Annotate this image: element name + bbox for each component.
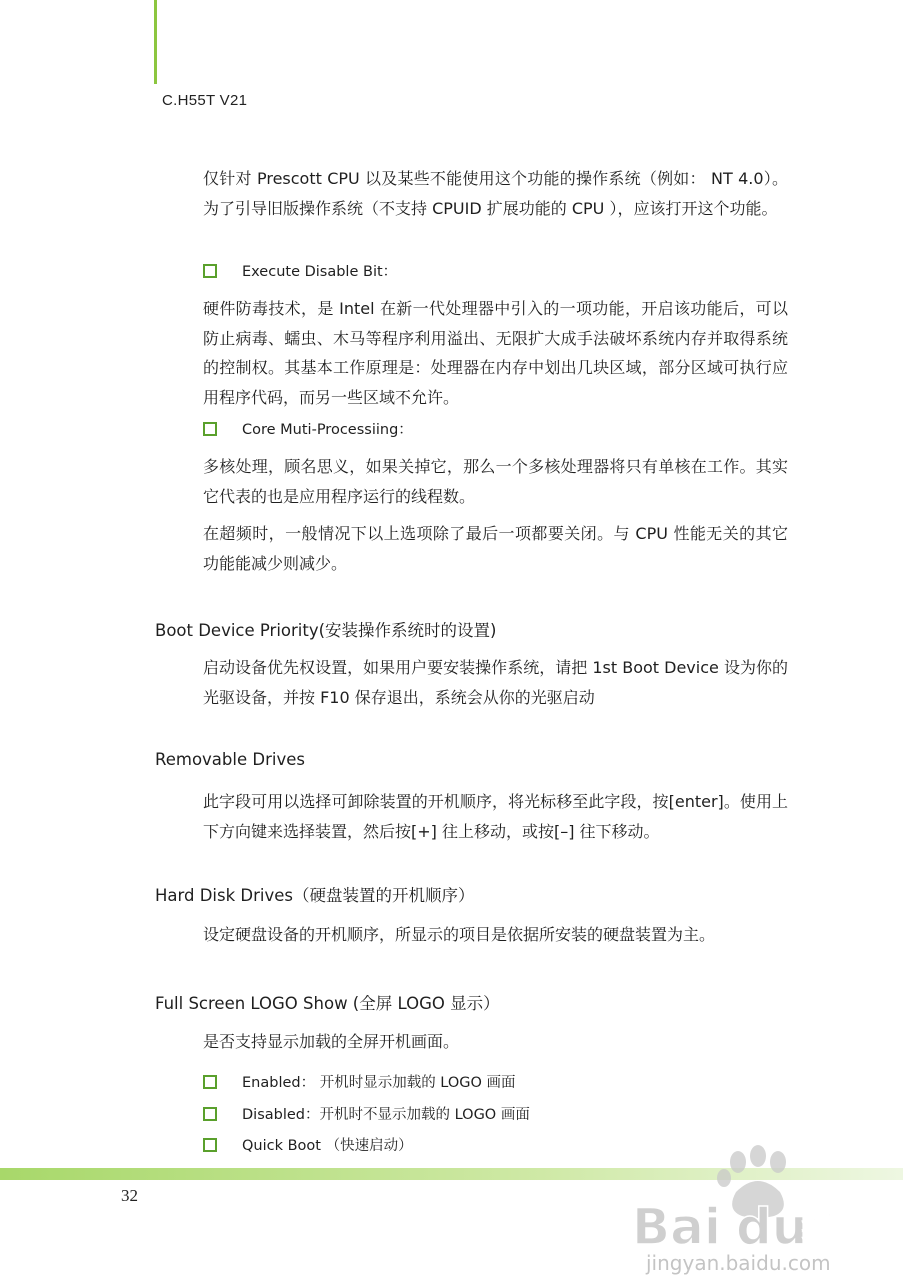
bullet-label: Execute Disable Bit： (242, 264, 398, 280)
bullet-label: Core Muti-Processiing： (242, 422, 413, 438)
svg-text:Bai: Bai (632, 1198, 721, 1256)
bullet-execute-disable-bit (203, 260, 397, 281)
page-number: 32 (121, 1186, 138, 1205)
bullet-quick-boot (203, 1134, 413, 1155)
bullet-core-muti-processing (203, 418, 413, 439)
checkbox-bullet-icon (203, 422, 217, 436)
heading-hard-disk-drives: Hard Disk Drives（硬盘装置的开机顺序） (155, 886, 475, 905)
heading-full-screen-logo: Full Screen LOGO Show (全屏 LOGO 显示） (155, 994, 500, 1013)
checkbox-bullet-icon (203, 1075, 217, 1089)
bullet-disabled (203, 1103, 530, 1124)
svg-text:du: du (736, 1198, 808, 1256)
bullet-label: Quick Boot （快速启动） (242, 1138, 413, 1154)
svg-text:经验: 经验 (802, 1209, 870, 1249)
model-label: C.H55T V21 (162, 92, 248, 109)
checkbox-bullet-icon (203, 264, 217, 278)
heading-removable-drives: Removable Drives (155, 750, 305, 769)
bullet-enabled (203, 1071, 516, 1092)
paragraph-execute-disable: 硬件防毒技术，是 Intel 在新一代处理器中引入的一项功能，开启该功能后，可以防止病毒、蠕虫、木马等程序利用溢出、无限扩大成手法破坏系统内存并取得系统的控制权。其基本工作原理是：处理器在内存中划出几块区域，部分区域可执行应用程序代码，而另一些区域不允许。 (203, 299, 788, 407)
bullet-label: Disabled：开机时不显示加载的 LOGO 画面 (242, 1107, 530, 1123)
paragraph-prescott: 仅针对 Prescott CPU 以及某些不能使用这个功能的操作系统（例如： NT 4.0）。为了引导旧版操作系统（不支持 CPUID 扩展功能的 CPU ），应该打开这个功能。 (203, 169, 788, 218)
watermark-url: jingyan.baidu.com (646, 1251, 831, 1275)
paragraph-overclock: 在超频时，一般情况下以上选项除了最后一项都要关闭。与 CPU 性能无关的其它功能能减少则减少。 (203, 524, 788, 573)
paragraph-removable-drives: 此字段可用以选择可卸除装置的开机顺序，将光标移至此字段，按[enter]。使用上下方向键来选择装置，然后按[+] 往上移动，或按[–] 往下移动。 (203, 792, 788, 841)
heading-boot-device-priority: Boot Device Priority(安装操作系统时的设置) (155, 621, 497, 640)
header-accent-line (154, 0, 157, 84)
bullet-label: Enabled： 开机时显示加载的 LOGO 画面 (242, 1075, 516, 1091)
baidu-jingyan-watermark-logo (618, 1140, 888, 1280)
paragraph-boot-device: 启动设备优先权设置，如果用户要安装操作系统，请把 1st Boot Device 设为你的光驱设备，并按 F10 保存退出，系统会从你的光驱启动 (203, 658, 788, 707)
checkbox-bullet-icon (203, 1107, 217, 1121)
paragraph-multicore: 多核处理，顾名思义，如果关掉它，那么一个多核处理器将只有单核在工作。其实它代表的也是应用程序运行的线程数。 (203, 457, 788, 506)
paragraph-logo-show: 是否支持显示加载的全屏开机画面。 (203, 1032, 460, 1051)
checkbox-bullet-icon (203, 1138, 217, 1152)
paragraph-hard-disk: 设定硬盘设备的开机顺序，所显示的项目是依据所安装的硬盘装置为主。 (203, 925, 716, 944)
